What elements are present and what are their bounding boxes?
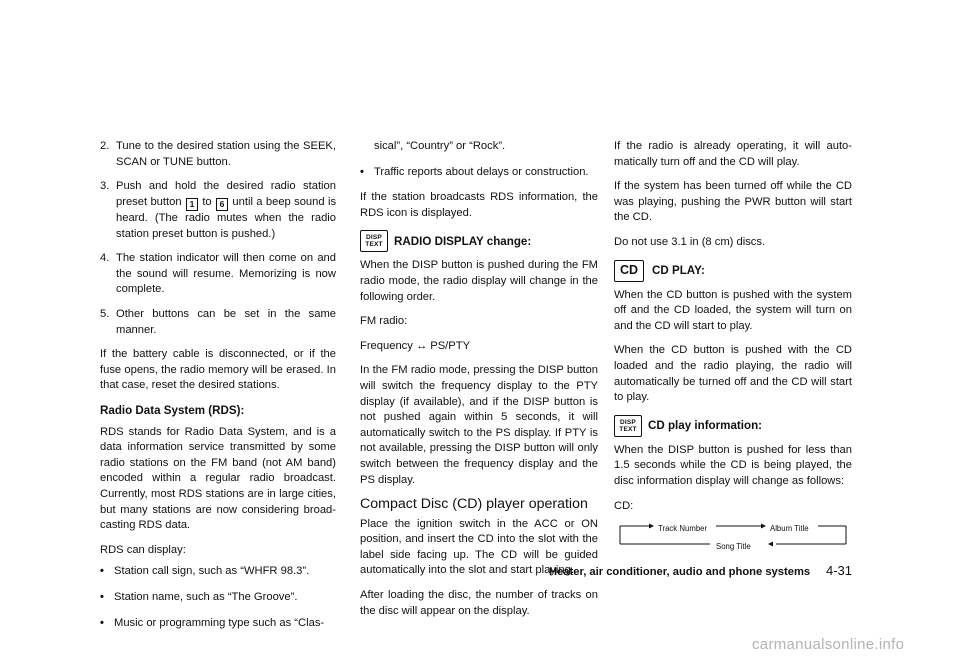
frequency-sequence: Frequency ↔ PS/PTY xyxy=(360,339,471,352)
battery-paragraph: If the battery cable is disconnected, or if the fuse opens, the radio memory will be erased. In that case, reset the desired stations. xyxy=(100,348,336,392)
cd-play-heading: CD CD PLAY: xyxy=(614,260,852,282)
column-3 xyxy=(614,139,852,550)
rds-icon-paragraph: If the station broadcasts RDS information, the RDS icon is displayed. xyxy=(360,191,598,219)
bullet-icon: • xyxy=(100,565,104,578)
step-5: 5. Other buttons can be set in the same manner. xyxy=(100,308,336,336)
pwr-paragraph: If the system has been turned off while the CD was playing, pushing the PWR button will start the CD. xyxy=(614,180,852,224)
cd-section-heading: Compact Disc (CD) player operation xyxy=(360,496,588,513)
cd-label: CD: xyxy=(614,499,634,512)
preset-6-icon: 6 xyxy=(216,198,228,211)
disp-text-icon: DISP TEXT xyxy=(360,230,388,252)
cd-info-paragraph: When the DISP button is pushed for less than 1.5 seconds while the CD is being played, the disc information display will change as follows: xyxy=(614,443,852,487)
bullet-station-name: • Station name, such as “The Groove”. xyxy=(100,590,336,606)
cd-play-paragraph-2: When the CD button is pushed with the CD loaded and the radio playing, the radio will automatically be turned off and the CD will start to play. xyxy=(614,344,852,404)
column-2 xyxy=(360,139,598,628)
step-3: 3. Push and hold the desired radio station preset button 1 to 6 until a beep sound is heard. (The radio mutes when the radio station preset button is pushed.) xyxy=(100,180,337,240)
column-1 xyxy=(100,139,336,641)
cd-display-cycle-diagram xyxy=(618,520,848,550)
step-4: 4. The station indicator will then come on and the sound will resume. Memorizing is now complete. xyxy=(100,252,336,296)
cd-info-heading: DISP TEXT CD play information: xyxy=(614,415,852,437)
auto-off-paragraph: If the radio is already operating, it will auto-matically turn off and the CD will play. xyxy=(614,140,852,168)
cd-button-icon: CD xyxy=(614,260,644,282)
disc-size-warning: Do not use 3.1 in (8 cm) discs. xyxy=(614,235,766,248)
bullet-music-type: • Music or programming type such as “Clas- xyxy=(100,616,336,632)
fm-radio-label: FM radio: xyxy=(360,315,408,328)
step-2: 2. Tune to the desired station using the SEEK, SCAN or TUNE button. xyxy=(100,140,336,168)
rds-heading: Radio Data System (RDS): xyxy=(100,404,245,418)
bullet-icon: • xyxy=(100,590,104,603)
disp-text-icon: DISP TEXT xyxy=(614,415,642,437)
page-number: 4-31 xyxy=(826,563,853,578)
pty-paragraph: In the FM radio mode, pressing the DISP button will switch the frequency display to the PTY display (if available), and if the DISP button is not pushed again within 5 seconds, it will automatically switch to the PS display. If PTY is not available, pressing the DISP button will only switch between the frequency display and the PS display. xyxy=(360,364,598,486)
radio-display-heading: DISP TEXT RADIO DISPLAY change: xyxy=(360,230,598,252)
disp-paragraph: When the DISP button is pushed during the FM radio mode, the radio display will change in the following order. xyxy=(360,259,598,303)
rds-can-display: RDS can display: xyxy=(100,543,186,556)
watermark: carmanualsonline.info xyxy=(752,636,905,653)
bullet-traffic: • Traffic reports about delays or construction. xyxy=(360,165,598,181)
bullet-icon: • xyxy=(100,616,104,629)
rds-paragraph: RDS stands for Radio Data System, and is a data information service transmitted by some radio stations on the FM band (not AM band) encoded within a regular radio broadcast. Currently, most RDS stations are in large cities, but many stations are now considering broad-casting RDS data. xyxy=(100,425,336,532)
after-loading-paragraph: After loading the disc, the number of tracks on the disc will appear on the display. xyxy=(360,589,598,617)
preset-1-icon: 1 xyxy=(186,198,198,211)
bullet-music-type-continued: sical”, “Country” or “Rock”. xyxy=(374,140,506,152)
ignition-paragraph: Place the ignition switch in the ACC or ON position, and insert the CD into the slot with the label side facing up. The CD will be guided automatically into the slot and start playing. xyxy=(360,517,598,577)
song-title-label: Song Title xyxy=(716,542,751,552)
cd-play-paragraph-1: When the CD button is pushed with the system off and the CD loaded, the system will turn on and the CD will start to play. xyxy=(614,288,852,332)
bullet-call-sign: • Station call sign, such as “WHFR 98.3”. xyxy=(100,564,336,580)
track-number-label: Track Number xyxy=(658,524,708,534)
bullet-icon: • xyxy=(360,165,364,178)
album-title-label: Album Title xyxy=(770,524,809,534)
footer-section-title: Heater, air conditioner, audio and phone systems xyxy=(549,566,811,578)
